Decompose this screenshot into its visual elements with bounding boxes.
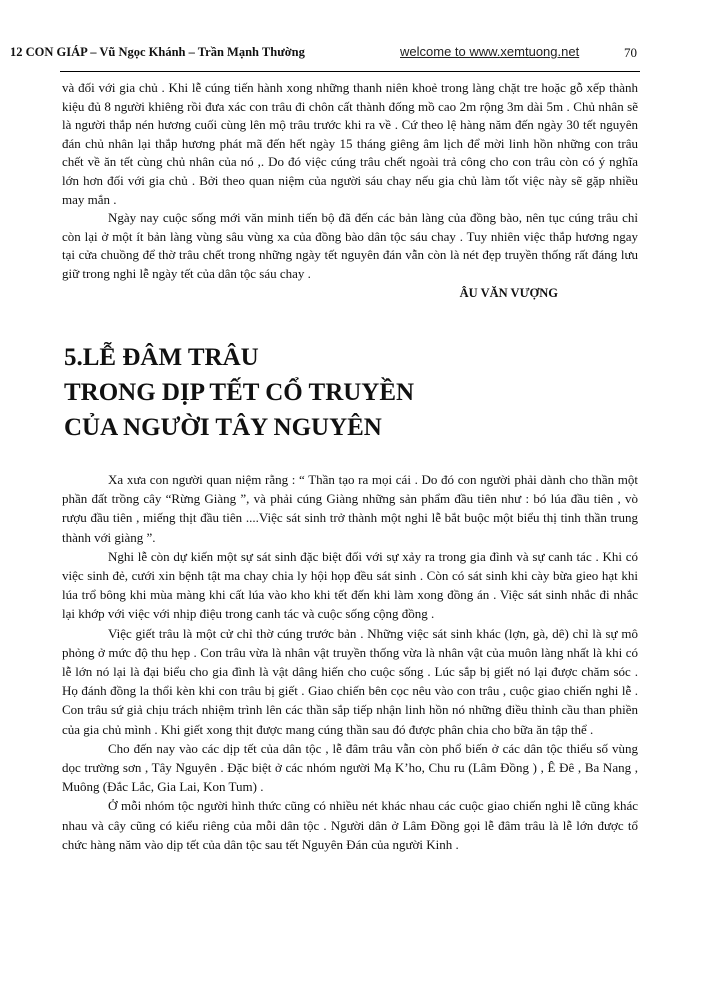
intro-paragraph-1: và đối với gia chủ . Khi lễ cúng tiến hành xong những thanh niên khoẻ trong làng chặt tre hoặc gỗ xếp thành kiệu đủ 8 người khiêng rồi đưa xác con trâu đi chôn cất thành đống mồ cao 2m rộng 3m dài 5m . Chủ nhân sẽ là người thắp nén hương cuối cùng lên mộ trâu trước khi ra về . Cứ theo lệ hàng năm đến ngày 30 tết nguyên đán chủ nhân lại thắp hương phát mã đến hết ngày 15 tháng giêng âm lịch để mời linh hồn những con trâu chết về ăn tết cùng chủ nhân của nó ,. Do đó việc cúng trâu chết ngoài trả công cho con trâu còn có ý nghĩa lớn hơn đối với gia chủ . Bởi theo quan niệm của người sáu chay nếu gia chủ làm tốt việc này sẽ gặp nhiều may mắn . (62, 80, 638, 207)
header-book-title: 12 CON GIÁP – Vũ Ngọc Khánh – Trần Mạnh Thường (10, 45, 305, 59)
intro-paragraph-2: Ngày nay cuộc sống mới văn minh tiến bộ đã đến các bản làng của đồng bào, nên tục cúng trâu chỉ còn lại ở một ít bản làng vùng sâu vùng xa của đồng bào dân tộc sáu chay . Tuy nhiên việc thắp hương ngay tại cửa chuồng để thờ trâu chết trong những ngày tết nguyên đán vẫn còn là nét đẹp truyền thống rất đáng lưu giữ trong nghi lễ ngày tết của dân tộc sáu chay . (62, 210, 638, 281)
header-website-link[interactable]: welcome to www.xemtuong.net (400, 44, 580, 59)
section-title (64, 340, 624, 445)
body-paragraph-4: Cho đến nay vào các dịp tết của dân tộc , lễ đâm trâu vẫn còn phổ biến ở các dân tộc thiểu số vùng dọc trường sơn , Tây Nguyên . Đặc biệt ở các nhóm người Mạ K’ho, Chu ru (Lâm Đồng ) , Ê Đê , Ba Nang , Muông (Đắc Lắc, Gia Lai, Kon Tum) . (62, 740, 638, 795)
body-paragraph-3: Việc giết trâu là một cử chỉ thờ cúng trước bản . Những việc sát sinh khác (lợn, gà, dê) chỉ là sự mô phỏng ở mức độ thu hẹp . Con trâu vừa là nhân vật truyền thống vừa là nhân vật của muôn làng nhất là khi có lễ lớn nó lại là đại biểu cho gia đình là vật dâng hiến cho cuộc sống . Lúc sắp bị giết nó lại được chăm sóc . Họ đánh đồng la thổi kèn khi con trâu bị giết . Giao chiến bên cọc nêu vào con trâu , cuộc giao chiến nghi lễ . Con trâu sứ giả chịu trách nhiệm trình lên các thần sắp tiếp nhận linh hồn nó những điều thỉnh cầu than phiền của gia chủ mình . Khi giết xong thịt được mang cúng thần sau đó được phân chia cho bữa ăn tập thể . (62, 625, 638, 737)
intro-section (62, 79, 638, 301)
body-paragraph-2: Nghi lễ còn dự kiến một sự sát sinh đặc biệt đối với sự xảy ra trong gia đình và sự canh tác . Khi có việc sinh đẻ, cưới xin bệnh tật ma chay chia ly hội họp đều sát sinh . Còn có sát sinh khi cày bừa gieo hạt khi lúa trổ bông khi mùa màng khi cất lúa vào kho khi tết đến khi làm xong đồng án . Việc sát sinh nhắc đi nhắc lại khớp với việc với nhịp điệu trong canh tác và cuộc sống cộng đồng . (62, 548, 638, 622)
section-title-line-3: CỦA NGƯỜI TÂY NGUYÊN (64, 414, 382, 441)
author-signature: ÂU VĂN VƯỢNG (459, 285, 558, 300)
body-paragraph-1: Xa xưa con người quan niệm rằng : “ Thần tạo ra mọi cái . Do đó con người phải dành cho thần một phần đất trồng cây “Rừng Giàng ”, và phải cúng Giàng những sản phẩm đầu tiên như : bó lúa đầu tiên , vò rượu đầu tiên , miếng thịt đầu tiên ....Việc sát sinh trở thành một nghi lễ bắt buộc một biểu thị tinh thần trung thành với giàng ”. (62, 472, 638, 545)
page-header (10, 45, 650, 63)
section-body (62, 470, 638, 854)
section-title-line-1: 5.LỄ ĐÂM TRÂU (64, 344, 259, 371)
header-divider (60, 71, 640, 72)
body-paragraph-5: Ở mỗi nhóm tộc người hình thức cũng có nhiều nét khác nhau các cuộc giao chiến nghi lễ cũng khác nhau và cây cũng có kiểu riêng của mỗi dân tộc . Người dân ở Lâm Đồng gọi lễ đâm trâu là lễ lớn được tổ chức hàng năm vào dịp tết của dân tộc sau tết Nguyên Đán của người Kinh . (62, 798, 638, 852)
section-title-line-2: TRONG DỊP TẾT CỔ TRUYỀN (64, 379, 415, 406)
page-number: 70 (624, 45, 637, 60)
